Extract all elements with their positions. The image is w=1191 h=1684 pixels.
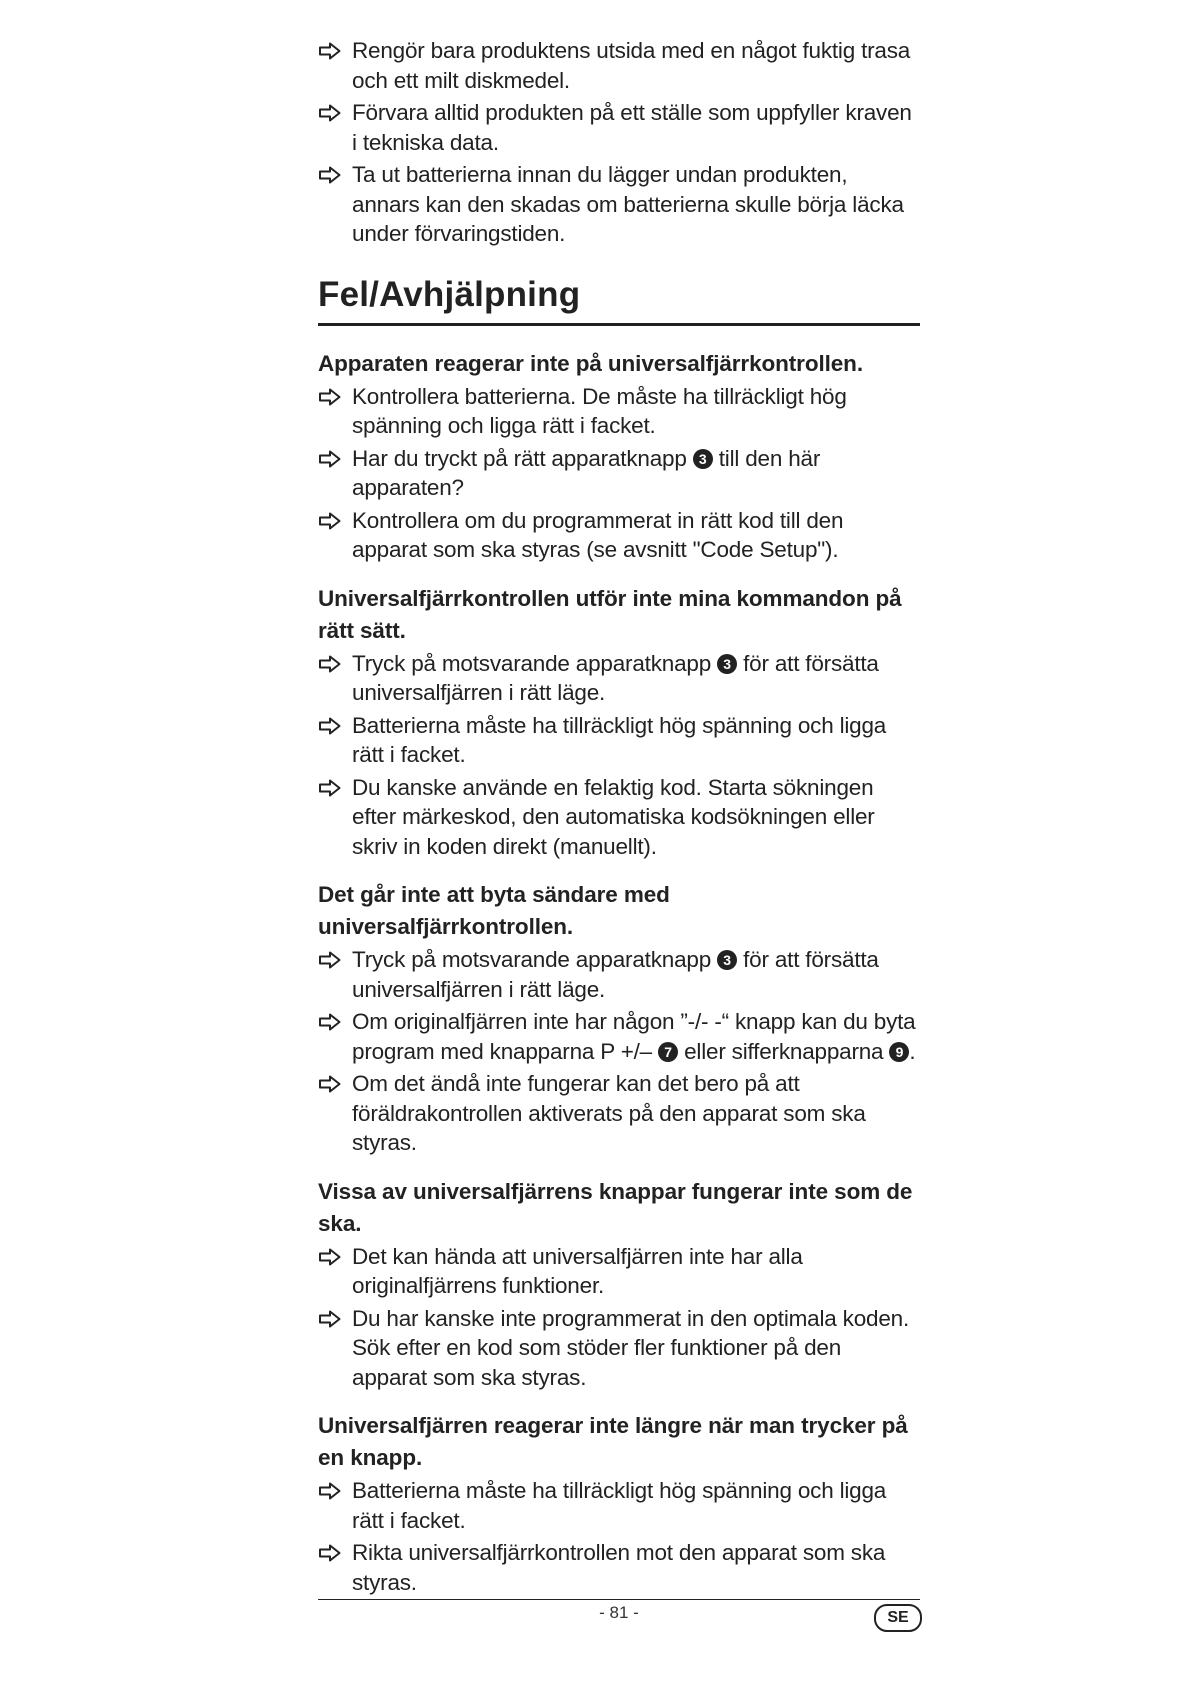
list-item bbox=[318, 444, 920, 503]
problem-block bbox=[318, 1410, 920, 1597]
list-item bbox=[318, 1007, 920, 1066]
problem-heading: Apparaten reagerar inte på universalfjärrkontrollen. bbox=[318, 350, 863, 376]
reference-number-badge: 9 bbox=[889, 1042, 909, 1062]
list-item bbox=[318, 98, 920, 157]
bullet-text: Har du tryckt på rätt apparatknapp bbox=[352, 445, 693, 471]
bullet-text: Kontrollera om du programmerat in rätt kod till den apparat som ska styras (se avsnitt "Code Setup"). bbox=[352, 507, 844, 562]
arrow-right-icon bbox=[318, 450, 342, 468]
arrow-right-icon bbox=[318, 388, 342, 406]
reference-number-badge: 3 bbox=[717, 654, 737, 674]
bullet-text: Rikta universalfjärrkontrollen mot den apparat som ska styras. bbox=[352, 1540, 886, 1595]
bullet-text: till den här apparaten? bbox=[352, 445, 821, 500]
bullet-text: . bbox=[909, 1038, 916, 1064]
arrow-right-icon bbox=[318, 1310, 342, 1328]
bullet-text: Om originalfjärren inte har någon ”-/- -“ knapp kan du byta program med knapparna P +/– bbox=[352, 1009, 916, 1064]
bullet-text: Förvara alltid produkten på ett ställe som uppfyller kraven i tekniska data. bbox=[352, 100, 912, 155]
list-item bbox=[318, 1304, 920, 1393]
bullet-text: Kontrollera batterierna. De måste ha tillräckligt hög spänning och ligga rätt i facket. bbox=[352, 383, 847, 438]
bullet-text: Batterierna måste ha tillräckligt hög spänning och ligga rätt i facket. bbox=[352, 1478, 887, 1533]
list-item bbox=[318, 160, 920, 249]
section-title: Fel/Avhjälpning bbox=[318, 273, 920, 326]
list-item bbox=[318, 773, 920, 862]
bullet-text: Du har kanske inte programmerat in den optimala koden. Sök efter en kod som stöder fler funktioner på den apparat som ska styras. bbox=[352, 1305, 910, 1390]
page-number: - 81 - bbox=[599, 1603, 639, 1622]
arrow-right-icon bbox=[318, 104, 342, 122]
bullet-text: för att försätta universalfjärren i rätt läge. bbox=[352, 650, 879, 705]
arrow-right-icon bbox=[318, 1075, 342, 1093]
arrow-right-icon bbox=[318, 779, 342, 797]
problem-heading: Universalfjärrkontrollen utför inte mina kommandon på rätt sätt. bbox=[318, 585, 902, 643]
list-item bbox=[318, 1242, 920, 1301]
list-item bbox=[318, 649, 920, 708]
problem-block bbox=[318, 1176, 920, 1393]
reference-number-badge: 3 bbox=[717, 950, 737, 970]
arrow-right-icon bbox=[318, 717, 342, 735]
intro-list bbox=[318, 36, 920, 249]
footer-divider bbox=[318, 1599, 920, 1600]
bullet-text: för att försätta universalfjärren i rätt läge. bbox=[352, 947, 879, 1002]
arrow-right-icon bbox=[318, 512, 342, 530]
bullet-text: Tryck på motsvarande apparatknapp bbox=[352, 947, 718, 972]
language-badge: SE bbox=[874, 1604, 922, 1632]
arrow-right-icon bbox=[318, 951, 342, 969]
page-content bbox=[318, 36, 920, 1600]
reference-number-badge: 7 bbox=[658, 1042, 678, 1062]
list-item bbox=[318, 1476, 920, 1535]
list-item bbox=[318, 382, 920, 441]
arrow-right-icon bbox=[318, 42, 342, 60]
problem-block bbox=[318, 879, 920, 1158]
arrow-right-icon bbox=[318, 1482, 342, 1500]
list-item bbox=[318, 36, 920, 95]
problem-block bbox=[318, 348, 920, 565]
arrow-right-icon bbox=[318, 1248, 342, 1266]
list-item bbox=[318, 945, 920, 1004]
list-item bbox=[318, 711, 920, 770]
problem-heading: Universalfjärren reagerar inte längre när man trycker på en knapp. bbox=[318, 1413, 908, 1470]
bullet-text: Tryck på motsvarande apparatknapp bbox=[352, 650, 718, 676]
bullet-text: Det kan hända att universalfjärren inte har alla originalfjärrens funktioner. bbox=[352, 1243, 803, 1298]
list-item bbox=[318, 1538, 920, 1597]
list-item bbox=[318, 1069, 920, 1158]
bullet-text: Batterierna måste ha tillräckligt hög spänning och ligga rätt i facket. bbox=[352, 712, 887, 767]
problem-heading: Det går inte att byta sändare med universalfjärrkontrollen. bbox=[318, 882, 670, 939]
problem-block bbox=[318, 583, 920, 862]
bullet-text: Rengör bara produktens utsida med en något fuktig trasa och ett milt diskmedel. bbox=[352, 38, 911, 93]
arrow-right-icon bbox=[318, 655, 342, 673]
arrow-right-icon bbox=[318, 1013, 342, 1031]
bullet-text: Du kanske använde en felaktig kod. Starta sökningen efter märkeskod, den automatiska kodsökningen eller skriv in koden direkt (manuellt). bbox=[352, 774, 875, 859]
bullet-text: Ta ut batterierna innan du lägger undan produkten, annars kan den skadas om batterierna skulle börja läcka under förvaringstiden. bbox=[352, 162, 904, 246]
list-item bbox=[318, 506, 920, 565]
bullet-text: eller sifferknapparna bbox=[678, 1038, 890, 1064]
arrow-right-icon bbox=[318, 1544, 342, 1562]
reference-number-badge: 3 bbox=[693, 449, 713, 469]
bullet-text: Om det ändå inte fungerar kan det bero på att föräldrakontrollen aktiverats på den apparat som ska styras. bbox=[352, 1071, 866, 1155]
problem-heading: Vissa av universalfjärrens knappar fungerar inte som de ska. bbox=[318, 1178, 913, 1236]
arrow-right-icon bbox=[318, 166, 342, 184]
